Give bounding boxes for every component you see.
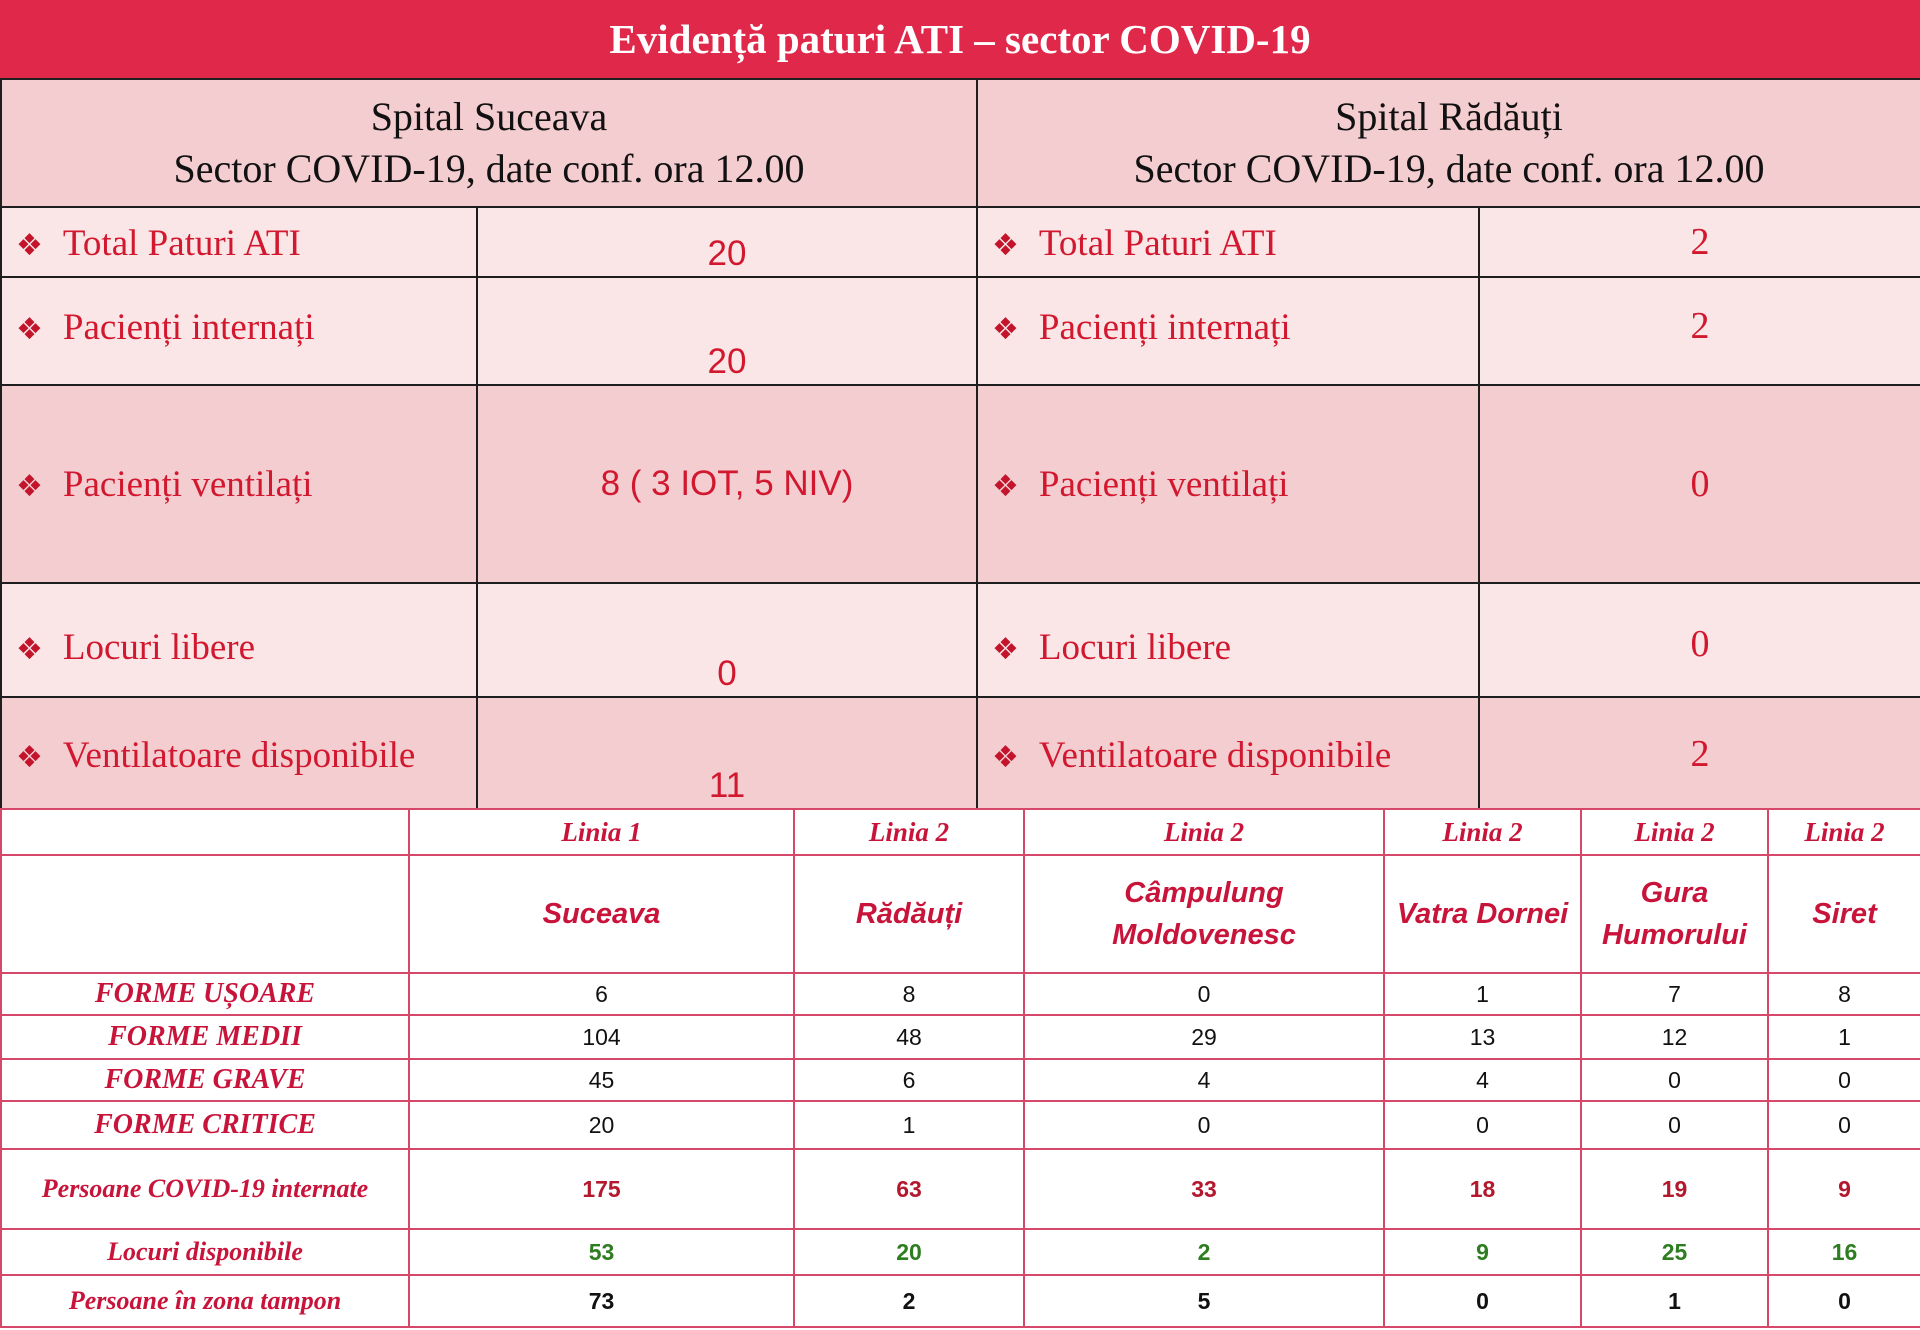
value-suceava: 0 [477, 583, 977, 697]
bullet-icon: ❖ [16, 228, 43, 263]
cell-value: 0 [1581, 1059, 1768, 1101]
row-label: Locuri disponibile [1, 1229, 409, 1275]
cell-value: 6 [409, 973, 794, 1015]
cell-value: 45 [409, 1059, 794, 1101]
cell-value: 16 [1768, 1229, 1920, 1275]
cell-value: 0 [1581, 1101, 1768, 1149]
icu-beds-table [0, 78, 1920, 810]
cell-value: 48 [794, 1015, 1024, 1059]
row-label: ❖ Pacienți internați [1, 277, 477, 385]
bullet-icon: ❖ [992, 312, 1019, 347]
cell-value: 1 [1768, 1015, 1920, 1059]
bullet-icon: ❖ [16, 632, 43, 667]
corner-cell [1, 809, 409, 855]
city-header-row [1, 855, 1920, 973]
value-radauti: 0 [1479, 583, 1920, 697]
line-header-row [1, 809, 1920, 855]
table-row [1, 1229, 1920, 1275]
hospital-header-suceava [1, 79, 977, 207]
cell-value: 4 [1024, 1059, 1384, 1101]
table-row [1, 973, 1920, 1015]
table-row-free-places [1, 583, 1920, 697]
city-header: Vatra Dornei [1384, 855, 1581, 973]
value-suceava: 8 ( 3 IOT, 5 NIV) [477, 385, 977, 583]
value-suceava: 20 [477, 277, 977, 385]
bullet-icon: ❖ [16, 468, 43, 504]
cell-value: 4 [1384, 1059, 1581, 1101]
hospital-subtitle: Sector COVID-19, date conf. ora 12.00 [1133, 146, 1765, 191]
cell-value: 63 [794, 1149, 1024, 1229]
hospital-header-radauti [977, 79, 1920, 207]
cell-value: 0 [1024, 1101, 1384, 1149]
cell-value: 12 [1581, 1015, 1768, 1059]
cell-value: 5 [1024, 1275, 1384, 1327]
cell-value: 1 [1384, 973, 1581, 1015]
line-label: Linia 2 [1024, 809, 1384, 855]
cell-value: 13 [1384, 1015, 1581, 1059]
table-row [1, 1149, 1920, 1229]
cell-value: 0 [1384, 1275, 1581, 1327]
cell-value: 18 [1384, 1149, 1581, 1229]
row-label: ❖ Locuri libere [1, 583, 477, 697]
cell-value: 19 [1581, 1149, 1768, 1229]
cell-value: 25 [1581, 1229, 1768, 1275]
cell-value: 6 [794, 1059, 1024, 1101]
cell-value: 20 [409, 1101, 794, 1149]
cell-value: 0 [1024, 973, 1384, 1015]
cell-value: 73 [409, 1275, 794, 1327]
row-label: FORME CRITICE [1, 1101, 409, 1149]
row-label: ❖ Total Paturi ATI [1, 207, 477, 277]
covid-patients-table [0, 808, 1920, 1328]
cell-value: 53 [409, 1229, 794, 1275]
cell-value: 1 [1581, 1275, 1768, 1327]
cell-value: 2 [1024, 1229, 1384, 1275]
table-row-total-beds [1, 207, 1920, 277]
row-label: Persoane în zona tampon [1, 1275, 409, 1327]
city-header: Rădăuți [794, 855, 1024, 973]
cell-value: 1 [794, 1101, 1024, 1149]
row-label: ❖ Locuri libere [977, 583, 1479, 697]
row-label: ❖ Ventilatoare disponibile [1, 697, 477, 809]
cell-value: 0 [1768, 1101, 1920, 1149]
hospital-name: Spital Rădăuți [1335, 94, 1563, 139]
cell-value: 8 [794, 973, 1024, 1015]
value-radauti: 2 [1479, 697, 1920, 809]
line-label: Linia 2 [794, 809, 1024, 855]
cell-value: 29 [1024, 1015, 1384, 1059]
row-label: Persoane COVID-19 internate [1, 1149, 409, 1229]
cell-value: 9 [1768, 1149, 1920, 1229]
cell-value: 8 [1768, 973, 1920, 1015]
cell-value: 104 [409, 1015, 794, 1059]
value-radauti: 2 [1479, 207, 1920, 277]
value-suceava: 20 [477, 207, 977, 277]
bullet-icon: ❖ [992, 740, 1019, 775]
bullet-icon: ❖ [16, 740, 43, 775]
report-title-bar [0, 0, 1920, 80]
value-radauti: 2 [1479, 277, 1920, 385]
cell-value: 0 [1768, 1059, 1920, 1101]
cell-value: 175 [409, 1149, 794, 1229]
table-row [1, 1015, 1920, 1059]
hospital-header-row [1, 79, 1920, 207]
table-row [1, 1101, 1920, 1149]
value-radauti: 0 [1479, 385, 1920, 583]
row-label: FORME GRAVE [1, 1059, 409, 1101]
row-label: ❖ Total Paturi ATI [977, 207, 1479, 277]
line-label: Linia 2 [1384, 809, 1581, 855]
cell-value: 33 [1024, 1149, 1384, 1229]
line-label: Linia 2 [1581, 809, 1768, 855]
table-row-ventilators [1, 697, 1920, 809]
row-label: ❖ Pacienți ventilați [977, 385, 1479, 583]
corner-cell [1, 855, 409, 973]
table-row [1, 1059, 1920, 1101]
table-row [1, 1275, 1920, 1327]
cell-value: 7 [1581, 973, 1768, 1015]
bullet-icon: ❖ [992, 228, 1019, 263]
row-label: FORME MEDII [1, 1015, 409, 1059]
report-title: Evidență paturi ATI – sector COVID-19 [609, 16, 1311, 62]
row-label: FORME UȘOARE [1, 973, 409, 1015]
cell-value: 0 [1384, 1101, 1581, 1149]
city-header: Siret [1768, 855, 1920, 973]
row-label: ❖ Pacienți internați [977, 277, 1479, 385]
city-header: Suceava [409, 855, 794, 973]
hospital-subtitle: Sector COVID-19, date conf. ora 12.00 [173, 146, 805, 191]
cell-value: 9 [1384, 1229, 1581, 1275]
cell-value: 2 [794, 1275, 1024, 1327]
table-row-ventilated [1, 385, 1920, 583]
city-header: Gura Humorului [1581, 855, 1768, 973]
line-label: Linia 2 [1768, 809, 1920, 855]
value-suceava: 11 [477, 697, 977, 809]
bullet-icon: ❖ [992, 468, 1019, 504]
bullet-icon: ❖ [16, 312, 43, 347]
city-header: Câmpulung Moldovenesc [1024, 855, 1384, 973]
cell-value: 20 [794, 1229, 1024, 1275]
line-label: Linia 1 [409, 809, 794, 855]
bullet-icon: ❖ [992, 632, 1019, 667]
row-label: ❖ Ventilatoare disponibile [977, 697, 1479, 809]
cell-value: 0 [1768, 1275, 1920, 1327]
row-label: ❖ Pacienți ventilați [1, 385, 477, 583]
hospital-name: Spital Suceava [370, 94, 608, 139]
table-row-admitted [1, 277, 1920, 385]
